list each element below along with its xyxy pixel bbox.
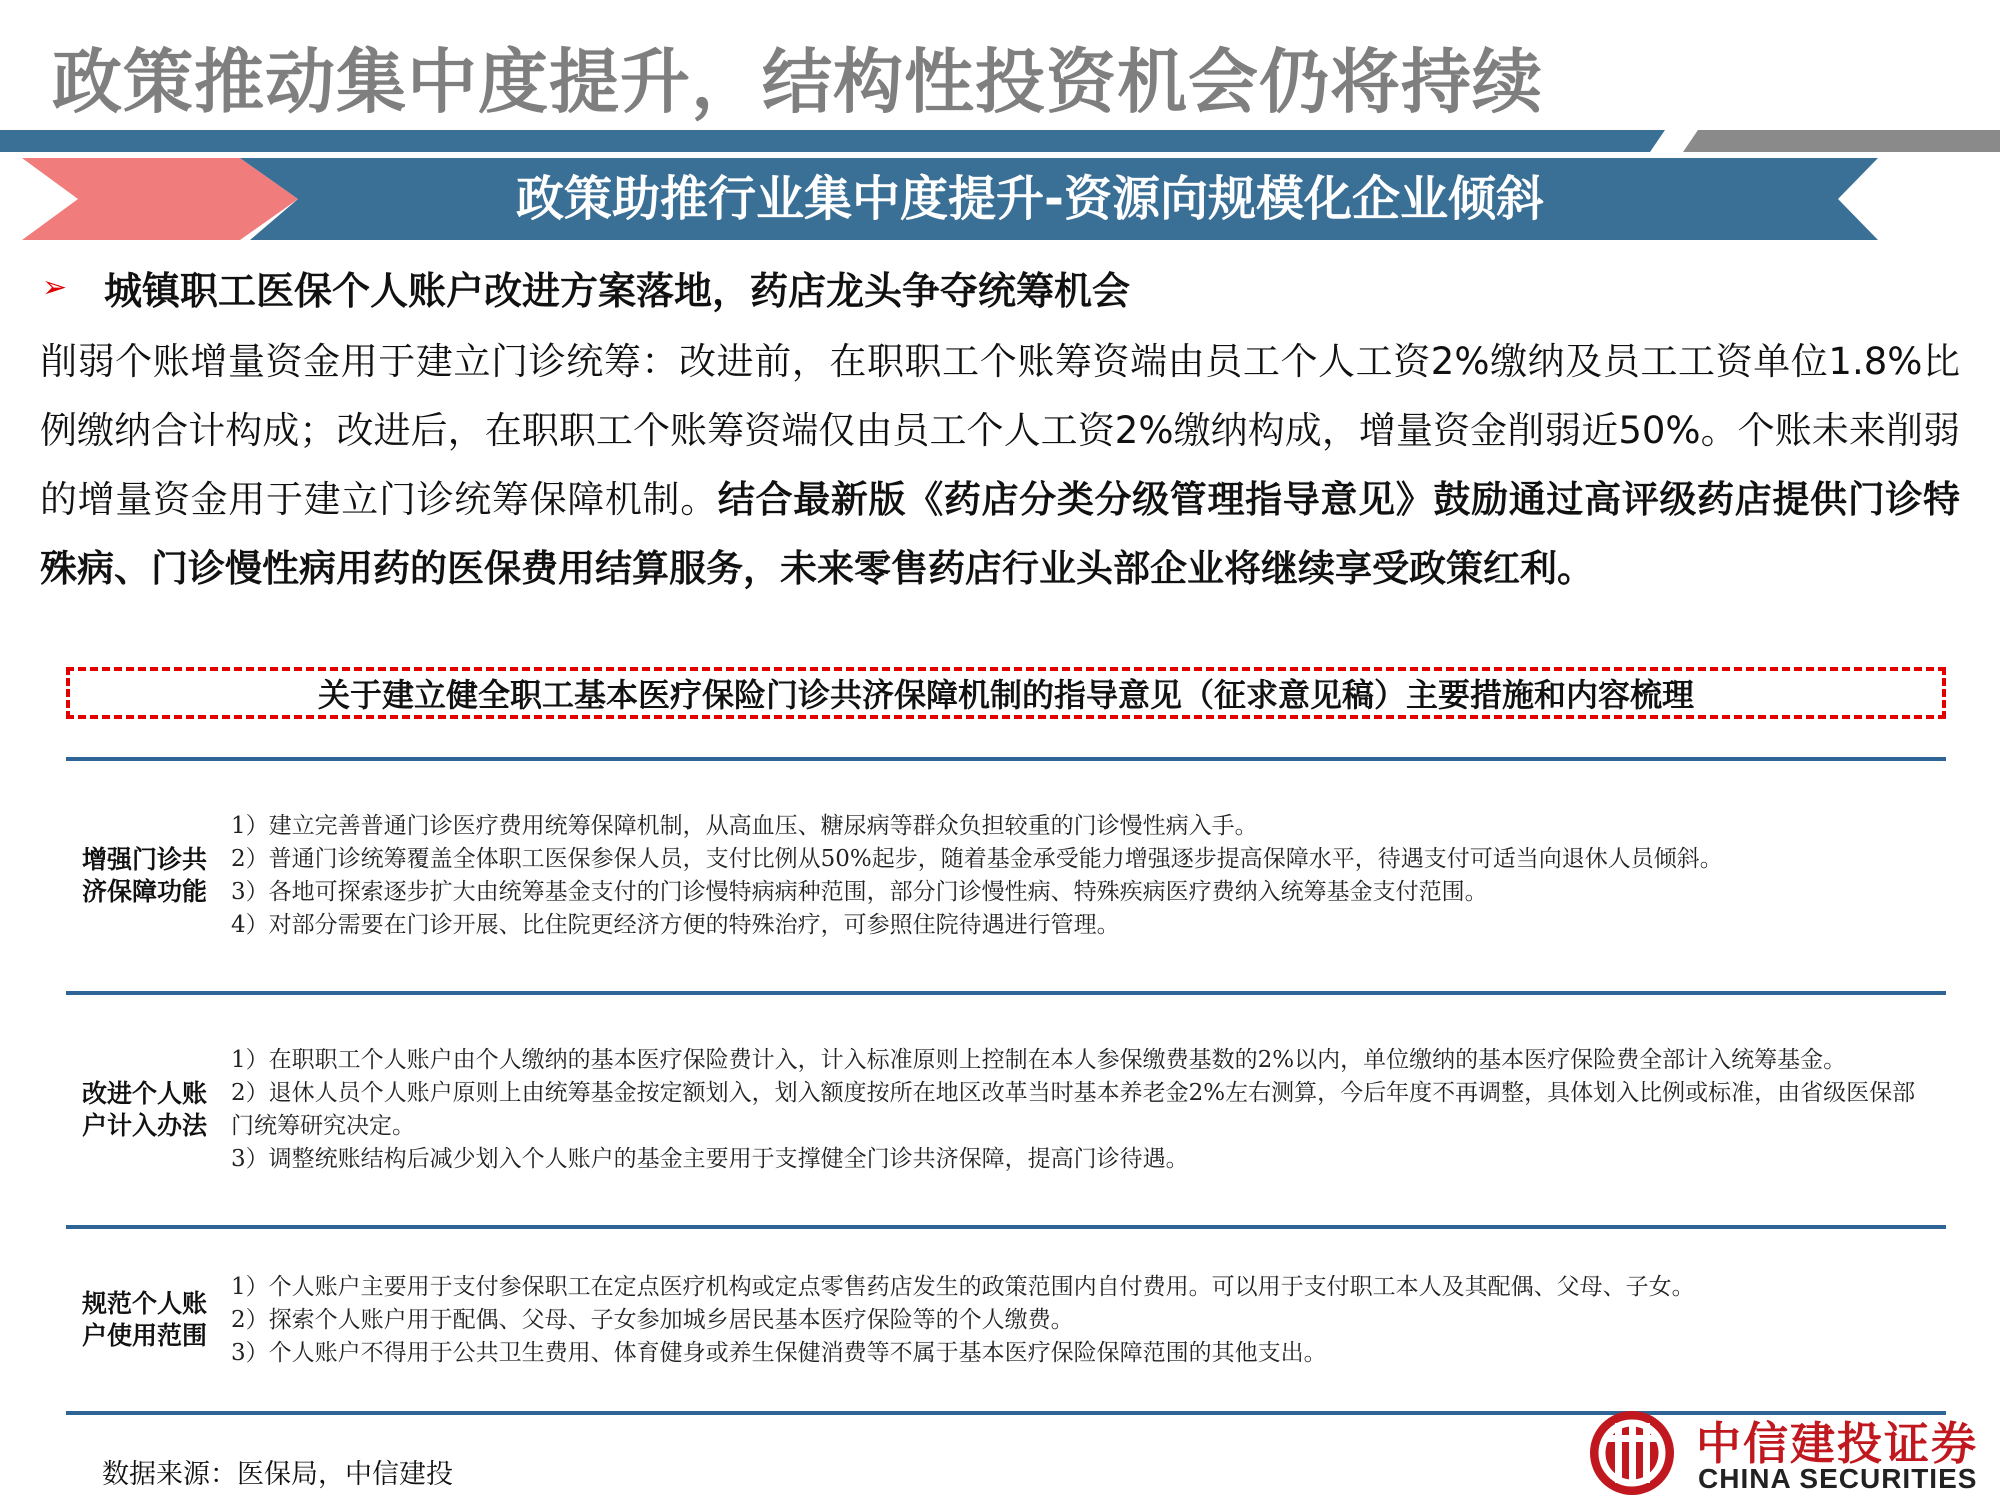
- section-banner: [0, 158, 2000, 240]
- measure-item: 1）建立完善普通门诊医疗费用统筹保障机制，从高血压、糖尿病等群众负担较重的门诊慢性病入手。: [231, 813, 1258, 839]
- measure-row: [66, 1225, 1946, 1415]
- measure-item: 3）个人账户不得用于公共卫生费用、体育健身或养生保健消费等不属于基本医疗保险保障范围的其他支出。: [231, 1339, 1327, 1366]
- company-logo: [1582, 1405, 1992, 1497]
- measure-items: [231, 1044, 1946, 1176]
- measure-label: 增强门诊共济保障功能: [82, 845, 208, 906]
- measure-item: 1）在职职工个人账户由个人缴纳的基本医疗保险费计入，计入标准原则上控制在本人参保缴费基数的2%以内，单位缴纳的基本医疗保险费全部计入统筹基金。: [231, 1047, 1847, 1073]
- bullet-point: [42, 262, 1130, 312]
- body-normal-text: 削弱个账增量资金用于建立门诊统筹：改进前，在职职工个账筹资端由员工个人工资2%缴纳及员工工资单位1.8%比例缴纳合计构成；改进后，在职职工个账筹资端仅由员工个人工资2%缴纳构成，增量资金削弱近50%。个账未来削弱的增量资金用于建立门诊统筹保障机制。: [40, 340, 1960, 521]
- data-source-note: 数据来源：医保局，中信建投: [102, 1459, 453, 1490]
- page-title: 政策推动集中度提升，结构性投资机会仍将持续: [52, 41, 1543, 123]
- table-title: 关于建立健全职工基本医疗保险门诊共济保障机制的指导意见（征求意见稿）主要措施和内容梳理: [317, 676, 1694, 714]
- measure-item: 4）对部分需要在门诊开展、比住院更经济方便的特殊治疗，可参照住院待遇进行管理。: [231, 912, 1120, 938]
- measure-label: 规范个人账户使用范围: [82, 1289, 208, 1350]
- arrow-bullet-icon: ➢: [42, 269, 68, 305]
- measure-item: 3）调整统账结构后减少划入个人账户的基金主要用于支撑健全门诊共济保障，提高门诊待遇。: [231, 1146, 1189, 1172]
- measure-item: 2）退休人员个人账户原则上由统筹基金按定额划入，划入额度按所在地区改革当时基本养老金2%左右测算，今后年度不再调整，具体划入比例或标准，由省级医保部门统筹研究决定。: [231, 1080, 1916, 1139]
- measure-label: 改进个人账户计入办法: [82, 1079, 208, 1140]
- logo-english-name: CHINA SECURITIES: [1698, 1463, 1978, 1494]
- banner-title: 政策助推行业集中度提升-资源向规模化企业倾斜: [516, 171, 1544, 227]
- measure-item: 2）普通门诊统筹覆盖全体职工医保参保人员，支付比例从50%起步，随着基金承受能力增强逐步提高保障水平，待遇支付可适当向退休人员倾斜。: [231, 846, 1723, 872]
- logo-chinese-name: 中信建投证券: [1696, 1417, 1979, 1470]
- china-securities-seal-icon: [1582, 1405, 1686, 1497]
- measure-item: 3）各地可探索逐步扩大由统筹基金支付的门诊慢特病病种范围，部分门诊慢性病、特殊疾病医疗费纳入统筹基金支付范围。: [231, 879, 1488, 905]
- measure-items: [231, 1271, 1946, 1370]
- body-bold-text: 结合最新版《药店分类分级管理指导意见》鼓励通过高评级药店提供门诊特殊病、门诊慢性病用药的医保费用结算服务，未来零售药店行业头部企业将继续享受政策红利。: [40, 478, 1961, 590]
- measure-row: [66, 757, 1946, 991]
- bullet-heading: 城镇职工医保个人账户改进方案落地，药店龙头争夺统筹机会: [104, 268, 1131, 313]
- table-title-box: [66, 667, 1946, 719]
- measure-row: [66, 991, 1946, 1225]
- body-paragraph: [40, 327, 1960, 603]
- measures-table: [66, 757, 1946, 1415]
- measure-item: 2）探索个人账户用于配偶、父母、子女参加城乡居民基本医疗保险等的个人缴费。: [231, 1306, 1074, 1333]
- measure-items: [231, 810, 1946, 942]
- measure-item: 1）个人账户主要用于支付参保职工在定点医疗机构或定点零售药店发生的政策范围内自付费用。可以用于支付职工本人及其配偶、父母、子女。: [231, 1273, 1695, 1300]
- title-underline-bar: [0, 130, 2000, 152]
